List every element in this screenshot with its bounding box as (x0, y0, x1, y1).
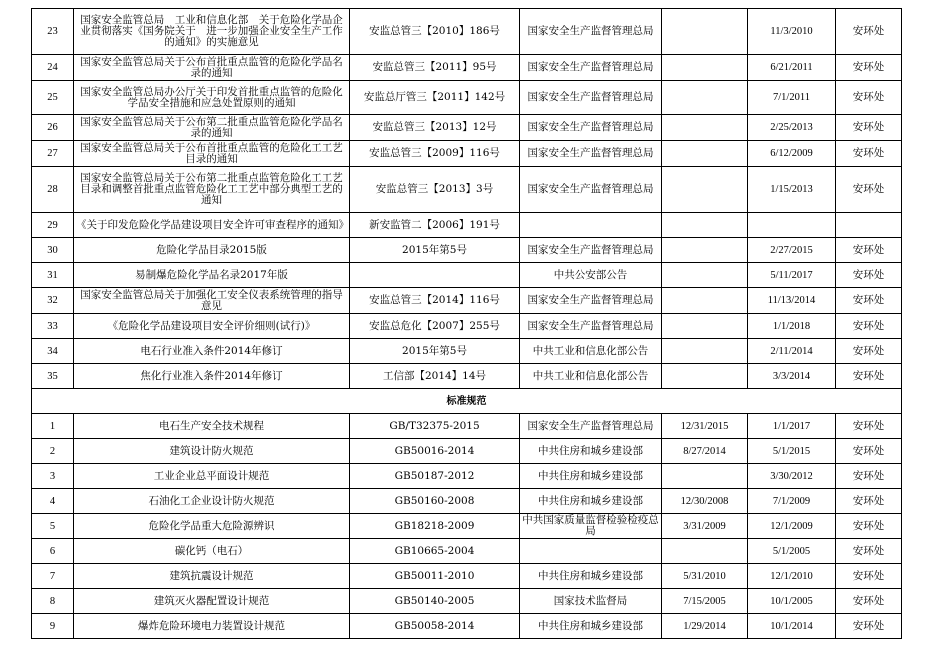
cell-department: 安环处 (836, 414, 902, 439)
cell-document-no: 2015年第5号 (350, 339, 520, 364)
cell-publish-date (662, 167, 748, 213)
table-row (32, 589, 902, 614)
cell-department: 安环处 (836, 364, 902, 389)
section-title: 标准规范 (32, 389, 902, 414)
cell-name: 《关于印发危险化学品建设项目安全许可审查程序的通知》 (74, 213, 350, 238)
cell-name: 碳化钙（电石） (74, 539, 350, 564)
cell-no: 27 (32, 141, 74, 167)
cell-department: 安环处 (836, 589, 902, 614)
cell-issuer: 中共工业和信息化部公告 (520, 364, 662, 389)
table-row (32, 464, 902, 489)
table-row (32, 213, 902, 238)
cell-issuer: 国家安全生产监督管理总局 (520, 288, 662, 314)
cell-name: 易制爆危险化学品名录2017年版 (74, 263, 350, 288)
cell-no: 4 (32, 489, 74, 514)
cell-effective-date: 2/11/2014 (748, 339, 836, 364)
cell-publish-date (662, 55, 748, 81)
cell-name: 电石生产安全技术规程 (74, 414, 350, 439)
cell-publish-date (662, 464, 748, 489)
cell-no: 31 (32, 263, 74, 288)
cell-effective-date: 5/11/2017 (748, 263, 836, 288)
table-row (32, 9, 902, 55)
table-row (32, 314, 902, 339)
cell-document-no: GB10665-2004 (350, 539, 520, 564)
cell-document-no: 安监总管三【2011】95号 (350, 55, 520, 81)
table-row (32, 564, 902, 589)
cell-issuer (520, 539, 662, 564)
cell-name: 国家安全监管总局关于公布第二批重点监管危险化工工艺目录和调整首批重点监管危险化工工艺中部分典型工艺的通知 (74, 167, 350, 213)
cell-publish-date (662, 263, 748, 288)
cell-issuer: 国家技术监督局 (520, 589, 662, 614)
cell-no: 25 (32, 81, 74, 115)
table-row (32, 364, 902, 389)
cell-department: 安环处 (836, 81, 902, 115)
cell-department: 安环处 (836, 514, 902, 539)
cell-publish-date: 7/15/2005 (662, 589, 748, 614)
cell-name: 建筑抗震设计规范 (74, 564, 350, 589)
cell-document-no: 安监总管三【2013】3号 (350, 167, 520, 213)
cell-effective-date: 11/3/2010 (748, 9, 836, 55)
cell-issuer: 中共住房和城乡建设部 (520, 564, 662, 589)
cell-issuer: 国家安全生产监督管理总局 (520, 81, 662, 115)
cell-no: 24 (32, 55, 74, 81)
cell-effective-date: 12/1/2010 (748, 564, 836, 589)
cell-issuer: 中共住房和城乡建设部 (520, 489, 662, 514)
cell-issuer: 国家安全生产监督管理总局 (520, 414, 662, 439)
cell-publish-date: 12/31/2015 (662, 414, 748, 439)
cell-name: 建筑设计防火规范 (74, 439, 350, 464)
cell-publish-date: 3/31/2009 (662, 514, 748, 539)
cell-publish-date (662, 339, 748, 364)
cell-department: 安环处 (836, 115, 902, 141)
cell-no: 6 (32, 539, 74, 564)
cell-document-no: 安监总管三【2010】186号 (350, 9, 520, 55)
cell-department: 安环处 (836, 614, 902, 639)
standards-body (32, 414, 902, 639)
cell-name: 工业企业总平面设计规范 (74, 464, 350, 489)
cell-department: 安环处 (836, 339, 902, 364)
cell-name: 焦化行业准入条件2014年修订 (74, 364, 350, 389)
cell-publish-date (662, 9, 748, 55)
cell-effective-date: 5/1/2015 (748, 439, 836, 464)
cell-publish-date: 8/27/2014 (662, 439, 748, 464)
cell-publish-date (662, 238, 748, 263)
table-row (32, 514, 902, 539)
cell-publish-date (662, 314, 748, 339)
cell-effective-date: 1/1/2017 (748, 414, 836, 439)
cell-no: 8 (32, 589, 74, 614)
cell-document-no: 安监总管三【2009】116号 (350, 141, 520, 167)
table-row (32, 238, 902, 263)
cell-effective-date: 7/1/2011 (748, 81, 836, 115)
cell-issuer: 国家安全生产监督管理总局 (520, 167, 662, 213)
cell-issuer: 国家安全生产监督管理总局 (520, 55, 662, 81)
cell-document-no: GB50187-2012 (350, 464, 520, 489)
cell-no: 33 (32, 314, 74, 339)
table-row (32, 439, 902, 464)
cell-publish-date (662, 115, 748, 141)
cell-name: 危险化学品重大危险源辨识 (74, 514, 350, 539)
cell-issuer: 国家安全生产监督管理总局 (520, 9, 662, 55)
cell-effective-date: 6/21/2011 (748, 55, 836, 81)
cell-publish-date (662, 81, 748, 115)
table-row (32, 489, 902, 514)
cell-no: 23 (32, 9, 74, 55)
cell-department: 安环处 (836, 564, 902, 589)
cell-effective-date: 2/27/2015 (748, 238, 836, 263)
cell-effective-date: 1/1/2018 (748, 314, 836, 339)
cell-no: 7 (32, 564, 74, 589)
cell-department: 安环处 (836, 9, 902, 55)
cell-effective-date: 5/1/2005 (748, 539, 836, 564)
cell-name: 爆炸危险环境电力装置设计规范 (74, 614, 350, 639)
cell-publish-date: 12/30/2008 (662, 489, 748, 514)
cell-document-no: 安监总厅管三【2011】142号 (350, 81, 520, 115)
cell-issuer: 中共住房和城乡建设部 (520, 439, 662, 464)
cell-effective-date: 11/13/2014 (748, 288, 836, 314)
table-row (32, 614, 902, 639)
cell-department: 安环处 (836, 489, 902, 514)
cell-publish-date (662, 288, 748, 314)
cell-department: 安环处 (836, 238, 902, 263)
cell-department: 安环处 (836, 141, 902, 167)
cell-name: 国家安全监管总局 工业和信息化部 关于危险化学品企业贯彻落实《国务院关于 进一步加强企业安全生产工作的通知》的实施意见 (74, 9, 350, 55)
cell-no: 5 (32, 514, 74, 539)
cell-no: 26 (32, 115, 74, 141)
cell-issuer: 中共国家质量监督检验检疫总局 (520, 514, 662, 539)
cell-publish-date (662, 539, 748, 564)
cell-issuer: 国家安全生产监督管理总局 (520, 238, 662, 263)
cell-department: 安环处 (836, 288, 902, 314)
table-row (32, 288, 902, 314)
cell-name: 石油化工企业设计防火规范 (74, 489, 350, 514)
cell-publish-date (662, 141, 748, 167)
cell-publish-date: 5/31/2010 (662, 564, 748, 589)
cell-name: 电石行业准入条件2014年修订 (74, 339, 350, 364)
table-row (32, 167, 902, 213)
cell-document-no: GB50011-2010 (350, 564, 520, 589)
cell-effective-date: 3/30/2012 (748, 464, 836, 489)
cell-name: 《危险化学品建设项目安全评价细则(试行)》 (74, 314, 350, 339)
cell-document-no: 安监总管三【2013】12号 (350, 115, 520, 141)
cell-effective-date: 10/1/2014 (748, 614, 836, 639)
cell-name: 国家安全监管总局关于公布首批重点监管的危险化学品名录的通知 (74, 55, 350, 81)
cell-effective-date: 7/1/2009 (748, 489, 836, 514)
cell-issuer: 中共工业和信息化部公告 (520, 339, 662, 364)
table-row (32, 81, 902, 115)
table-row (32, 414, 902, 439)
cell-no: 28 (32, 167, 74, 213)
cell-document-no (350, 263, 520, 288)
cell-department: 安环处 (836, 167, 902, 213)
cell-issuer: 国家安全生产监督管理总局 (520, 141, 662, 167)
regulations-table (31, 8, 902, 639)
cell-document-no: GB50058-2014 (350, 614, 520, 639)
cell-publish-date (662, 364, 748, 389)
cell-no: 1 (32, 414, 74, 439)
cell-document-no: GB50140-2005 (350, 589, 520, 614)
cell-no: 32 (32, 288, 74, 314)
cell-document-no: 新安监管二【2006】191号 (350, 213, 520, 238)
section-header-row (32, 389, 902, 414)
cell-name: 国家安全监管总局关于公布首批重点监管的危险化工工艺目录的通知 (74, 141, 350, 167)
cell-effective-date: 2/25/2013 (748, 115, 836, 141)
table-row (32, 55, 902, 81)
cell-effective-date: 6/12/2009 (748, 141, 836, 167)
cell-department: 安环处 (836, 539, 902, 564)
cell-issuer: 中共住房和城乡建设部 (520, 614, 662, 639)
cell-department (836, 213, 902, 238)
cell-no: 2 (32, 439, 74, 464)
regulations-body (32, 9, 902, 389)
table-row (32, 141, 902, 167)
cell-document-no: GB50160-2008 (350, 489, 520, 514)
cell-document-no: 安监总管三【2014】116号 (350, 288, 520, 314)
cell-issuer: 国家安全生产监督管理总局 (520, 115, 662, 141)
cell-effective-date: 1/15/2013 (748, 167, 836, 213)
cell-effective-date (748, 213, 836, 238)
table-row (32, 539, 902, 564)
cell-effective-date: 3/3/2014 (748, 364, 836, 389)
cell-name: 危险化学品目录2015版 (74, 238, 350, 263)
cell-no: 30 (32, 238, 74, 263)
cell-department: 安环处 (836, 464, 902, 489)
cell-issuer (520, 213, 662, 238)
cell-publish-date: 1/29/2014 (662, 614, 748, 639)
cell-department: 安环处 (836, 314, 902, 339)
cell-no: 34 (32, 339, 74, 364)
table-row (32, 115, 902, 141)
cell-no: 9 (32, 614, 74, 639)
cell-department: 安环处 (836, 439, 902, 464)
cell-no: 29 (32, 213, 74, 238)
cell-no: 3 (32, 464, 74, 489)
cell-document-no: 工信部【2014】14号 (350, 364, 520, 389)
cell-name: 国家安全监管总局关于加强化工安全仪表系统管理的指导意见 (74, 288, 350, 314)
cell-issuer: 中共公安部公告 (520, 263, 662, 288)
cell-document-no: GB18218-2009 (350, 514, 520, 539)
cell-department: 安环处 (836, 55, 902, 81)
cell-issuer: 中共住房和城乡建设部 (520, 464, 662, 489)
cell-name: 建筑灭火器配置设计规范 (74, 589, 350, 614)
cell-department: 安环处 (836, 263, 902, 288)
cell-effective-date: 10/1/2005 (748, 589, 836, 614)
cell-name: 国家安全监管总局关于公布第二批重点监管危险化学品名录的通知 (74, 115, 350, 141)
cell-effective-date: 12/1/2009 (748, 514, 836, 539)
cell-document-no: 2015年第5号 (350, 238, 520, 263)
cell-document-no: 安监总危化【2007】255号 (350, 314, 520, 339)
section-header-body (32, 389, 902, 414)
cell-publish-date (662, 213, 748, 238)
cell-no: 35 (32, 364, 74, 389)
cell-name: 国家安全监管总局办公厅关于印发首批重点监管的危险化学品安全措施和应急处置原则的通知 (74, 81, 350, 115)
cell-issuer: 国家安全生产监督管理总局 (520, 314, 662, 339)
table-row (32, 339, 902, 364)
cell-document-no: GB/T32375-2015 (350, 414, 520, 439)
table-row (32, 263, 902, 288)
cell-document-no: GB50016-2014 (350, 439, 520, 464)
